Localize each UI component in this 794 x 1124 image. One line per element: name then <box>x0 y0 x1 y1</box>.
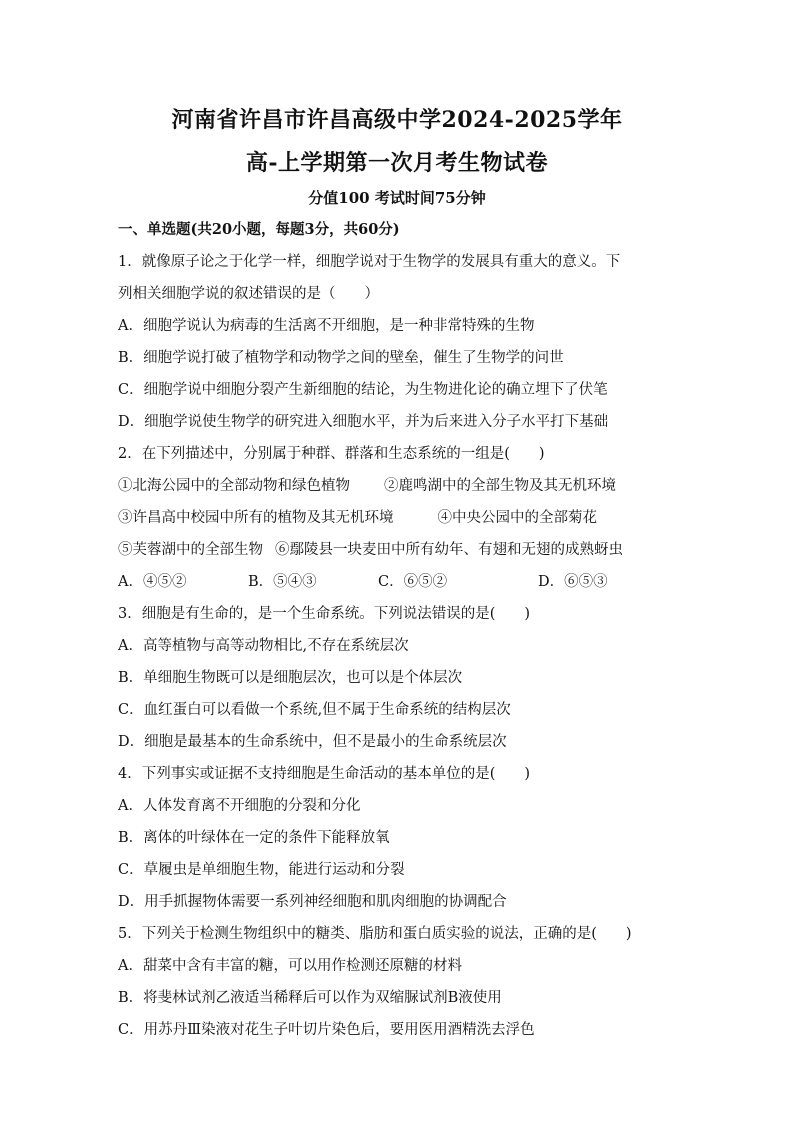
q3-stem: 3．细胞是有生命的，是一个生命系统。下列说法错误的是( ) <box>118 606 531 622</box>
q2-item5: ⑤芙蓉湖中的全部生物 <box>118 542 263 558</box>
exam-title-line1: 河南省许昌市许昌高级中学2024-2025学年 <box>171 107 623 133</box>
q3-option-b: B．单细胞生物既可以是细胞层次，也可以是个体层次 <box>118 670 463 686</box>
q1-option-b: B．细胞学说打破了植物学和动物学之间的壁垒，催生了生物学的问世 <box>118 350 564 366</box>
q4-option-c: C．草履虫是单细胞生物，能进行运动和分裂 <box>118 862 405 878</box>
q4-option-b: B．离体的叶绿体在一定的条件下能释放氧 <box>118 830 390 846</box>
exam-subtitle: 分值100 考试时间75分钟 <box>308 189 486 207</box>
section-heading: 一、单选题(共20小题，每题3分，共60分) <box>118 221 400 238</box>
exam-content <box>118 214 680 1046</box>
q5-option-a: A．甜菜中含有丰富的糖，可以用作检测还原糖的材料 <box>118 958 462 974</box>
q4-stem: 4．下列事实或证据不支持细胞是生命活动的基本单位的是( ) <box>118 766 531 782</box>
q2-options-row <box>118 566 680 598</box>
q3-option-c: C．血红蛋白可以看做一个系统,但不属于生命系统的结构层次 <box>118 702 511 718</box>
q2-item4: ④中央公园中的全部菊花 <box>437 510 597 526</box>
q2-items-row2 <box>118 502 680 534</box>
q3-option-d: D．细胞是最基本的生命系统中，但不是最小的生命系统层次 <box>118 734 507 750</box>
q2-option-b: B．⑤④③ <box>248 574 317 590</box>
q2-option-d: D．⑥⑤③ <box>538 574 608 590</box>
q5-option-b: B．将斐林试剂乙液适当稀释后可以作为双缩脲试剂B液使用 <box>118 990 502 1006</box>
q1-option-a: A．细胞学说认为病毒的生活离不开细胞，是一种非常特殊的生物 <box>118 318 535 334</box>
q4-option-d: D．用手抓握物体需要一系列神经细胞和肌肉细胞的协调配合 <box>118 894 507 910</box>
q5-stem: 5．下列关于检测生物组织中的糖类、脂肪和蛋白质实验的说法，正确的是( ) <box>118 926 632 942</box>
q2-item2: ②鹿鸣湖中的全部生物及其无机环境 <box>384 478 616 494</box>
q2-item6: ⑥鄢陵县一块麦田中所有幼年、有翅和无翅的成熟蚜虫 <box>275 542 623 558</box>
q2-option-a: A．④⑤② <box>118 574 187 590</box>
q2-item3: ③许昌高中校园中所有的植物及其无机环境 <box>118 510 394 526</box>
q2-items-row3 <box>118 534 680 566</box>
q1-option-c: C．细胞学说中细胞分裂产生新细胞的结论，为生物进化论的确立埋下了伏笔 <box>118 382 608 398</box>
q2-item1: ①北海公园中的全部动物和绿色植物 <box>118 478 350 494</box>
q3-option-a: A．高等植物与高等动物相比,不存在系统层次 <box>118 638 409 654</box>
q1-option-d: D．细胞学说使生物学的研究进入细胞水平，并为后来进入分子水平打下基础 <box>118 414 609 430</box>
q2-option-c: C．⑥⑤② <box>378 574 448 590</box>
q2-stem: 2．在下列描述中，分别属于种群、群落和生态系统的一组是( ) <box>118 446 545 462</box>
q1-stem-line1: 1．就像原子论之于化学一样，细胞学说对于生物学的发展具有重大的意义。下 <box>118 254 621 270</box>
q2-items-row1 <box>118 470 680 502</box>
q4-option-a: A．人体发育离不开细胞的分裂和分化 <box>118 798 361 814</box>
exam-title-line2: 高-上学期第一次月考生物试卷 <box>245 150 549 176</box>
q1-stem-line2: 列相关细胞学说的叙述错误的是（ ） <box>118 286 379 302</box>
q5-option-c: C．用苏丹Ⅲ染液对花生子叶切片染色后，要用医用酒精洗去浮色 <box>118 1022 535 1038</box>
